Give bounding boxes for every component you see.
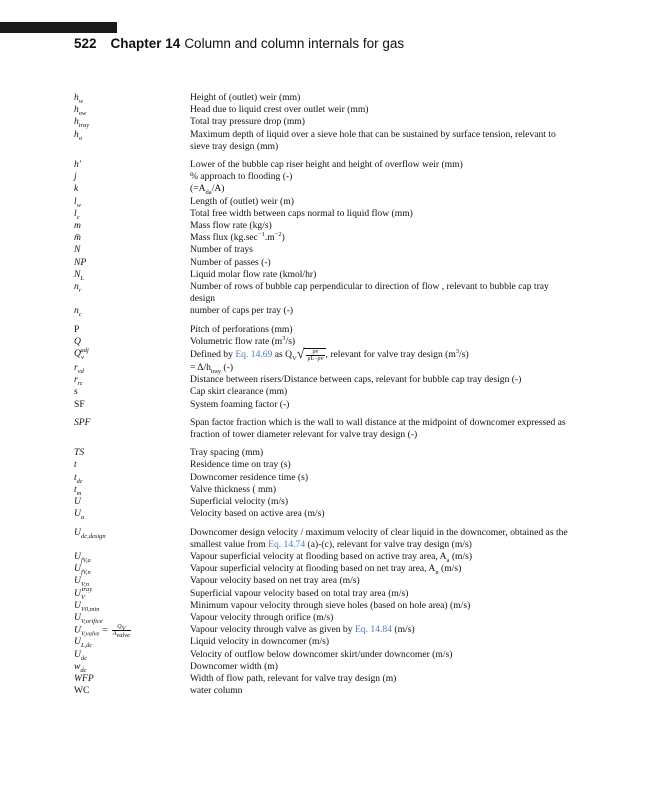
symbol-text: r xyxy=(74,362,78,374)
glossary-row xyxy=(74,399,574,411)
symbol-text: h xyxy=(74,116,79,128)
definition xyxy=(190,92,574,104)
definition-text: Vapour velocity through orifice (m/s) xyxy=(190,611,334,623)
symbol xyxy=(74,661,184,673)
glossary-row xyxy=(74,508,574,520)
glossary-row xyxy=(74,104,574,116)
glossary-row xyxy=(74,348,574,362)
definition-text: Number of trays xyxy=(190,244,253,256)
definition-text: Distance between risers/Distance between caps, relevant for bubble cap tray design (-) xyxy=(190,374,522,386)
symbol xyxy=(74,612,184,624)
definition xyxy=(190,208,574,220)
definition-text: Residence time on tray (s) xyxy=(190,459,291,471)
symbol xyxy=(74,257,184,269)
definition-text: water column xyxy=(190,685,243,697)
symbol xyxy=(74,159,184,171)
fraction-denominator: ρL−ρv xyxy=(307,356,324,363)
symbol-text: TS xyxy=(74,447,85,459)
definition xyxy=(190,129,574,153)
symbol-subscript: m xyxy=(76,489,82,497)
fraction-numerator-text: Q xyxy=(117,624,122,631)
definition-text-after: /s) xyxy=(285,335,296,347)
symbol-text: m̄ xyxy=(74,232,81,244)
symbol-text: WFP xyxy=(74,672,94,684)
definition xyxy=(190,171,574,183)
symbol-subscript: dc xyxy=(80,654,88,662)
definition xyxy=(190,636,574,648)
definition-text: Width of flow path, relevant for valve tray design (m) xyxy=(190,672,397,684)
definition xyxy=(190,244,574,256)
symbol-text: t xyxy=(74,483,77,495)
definition xyxy=(190,257,574,269)
definition-text-after: (-) xyxy=(221,362,234,374)
symbol xyxy=(74,685,184,697)
definition-text: Velocity based on active area (m/s) xyxy=(190,508,325,520)
definition-superscript: 3 xyxy=(282,334,286,342)
definition-text: Mass flux (kg.sec xyxy=(190,232,258,244)
symbol-superscript: adj xyxy=(80,346,89,354)
symbol xyxy=(74,386,184,398)
glossary-row xyxy=(74,600,574,612)
chapter-label: Chapter 14 xyxy=(110,36,181,51)
definition xyxy=(190,496,574,508)
definition xyxy=(190,269,574,281)
glossary-row xyxy=(74,196,574,208)
definition-subscript: tray xyxy=(210,367,222,375)
symbol-superscript: tray xyxy=(81,586,93,594)
symbol xyxy=(74,92,184,104)
symbol xyxy=(74,269,184,281)
symbol xyxy=(74,104,184,116)
symbol-subscript: rc xyxy=(77,380,83,388)
symbol-text: NP xyxy=(74,256,87,268)
definition xyxy=(190,563,574,575)
symbol-text: t xyxy=(74,459,77,471)
glossary-row xyxy=(74,624,574,640)
definition xyxy=(190,600,574,612)
symbol-subscript: σ xyxy=(78,134,83,142)
glossary-row xyxy=(74,417,574,441)
glossary-row xyxy=(74,232,574,244)
symbol xyxy=(74,374,184,386)
symbol xyxy=(74,171,184,183)
definition-text: Superficial vapour velocity based on total tray area (m/s) xyxy=(190,587,409,599)
symbol-subscript: c xyxy=(76,213,80,221)
symbol-text: n xyxy=(74,305,79,317)
glossary-row xyxy=(74,661,574,673)
symbol-subscript: fV,a xyxy=(80,556,91,564)
definition xyxy=(190,575,574,587)
definition-tail-superscript: 3 xyxy=(455,348,460,356)
symbol-text: h′ xyxy=(74,159,81,171)
definition-text-after: (m/s) xyxy=(394,624,415,636)
glossary-row xyxy=(74,220,574,232)
symbol xyxy=(74,116,184,128)
definition xyxy=(190,232,574,244)
symbol-subscript: L xyxy=(80,274,85,282)
definition-text: Liquid velocity in downcomer (m/s) xyxy=(190,636,330,648)
page-number: 522 xyxy=(74,36,97,51)
symbol xyxy=(74,362,184,374)
symbol-subscript: c xyxy=(78,311,82,319)
definition-after-subscript: V xyxy=(292,355,297,363)
symbol-subscript: V,n xyxy=(80,581,89,589)
radicand-fraction xyxy=(306,349,324,362)
symbol-subscript: V,valve xyxy=(80,630,100,638)
definition xyxy=(190,417,574,441)
equation-link[interactable]: Eq. 14.74 xyxy=(268,538,306,550)
symbol-text: U xyxy=(74,599,81,611)
definition-text: Defined by xyxy=(190,349,233,361)
symbol-subscript: ow xyxy=(78,110,87,118)
symbol xyxy=(74,348,184,360)
symbol-subscript: L,dc xyxy=(80,642,93,650)
symbol-text: U xyxy=(74,496,81,508)
definition-text-after: (a)-(c), relevant for valve tray design (m/s) xyxy=(307,538,472,550)
definition xyxy=(190,348,574,362)
definition-text: Number of rows of bubble cap perpendicular to direction of flow , relevant to bubble cap tray design xyxy=(190,281,549,305)
definition-text: Head due to liquid crest over outlet weir (mm) xyxy=(190,104,369,116)
definition-text: Height of (outlet) weir (mm) xyxy=(190,92,301,103)
definition-text: Span factor fraction which is the wall to wall distance at the midpoint of downcomer expressed as fraction of tower diameter relevant for valve tray design (-) xyxy=(190,416,566,441)
definition-text: Total tray pressure drop (mm) xyxy=(190,116,305,128)
symbol-text: P xyxy=(74,323,80,335)
fraction-denominator-text: A xyxy=(112,631,117,638)
symbol-text: n xyxy=(74,281,79,293)
glossary-row xyxy=(74,324,574,336)
symbol xyxy=(74,551,184,563)
symbol-text: k xyxy=(74,183,79,195)
definition-text: Valve thickness ( mm) xyxy=(190,483,277,495)
symbol-subscript: v xyxy=(80,353,84,361)
definition-text-after: (m/s) xyxy=(438,563,462,575)
symbol-text: SPF xyxy=(74,416,91,428)
symbol xyxy=(74,624,184,640)
symbol-text: U xyxy=(74,611,81,623)
glossary-row xyxy=(74,673,574,685)
glossary-list xyxy=(74,92,574,697)
definition-text: Lower of the bubble cap riser height and height of overflow weir (mm) xyxy=(190,159,463,171)
glossary-row xyxy=(74,208,574,220)
symbol xyxy=(74,447,184,459)
definition xyxy=(190,183,574,195)
glossary-row xyxy=(74,636,574,648)
glossary-row xyxy=(74,551,574,563)
symbol-text: U xyxy=(74,508,81,520)
symbol-subscript: w xyxy=(76,201,82,209)
symbol xyxy=(74,459,184,471)
symbol xyxy=(74,232,184,244)
chapter-title: Column and column internals for gas xyxy=(184,36,405,51)
definition xyxy=(190,685,574,697)
definition-text: System foaming factor (-) xyxy=(190,398,290,410)
glossary-row xyxy=(74,472,574,484)
symbol-text: Q xyxy=(74,348,81,360)
definition-text: Vapour velocity through valve as given by xyxy=(190,624,353,636)
definition xyxy=(190,362,574,374)
definition-text: Minimum vapour velocity through sieve holes (based on hole area) (m/s) xyxy=(190,599,471,611)
symbol xyxy=(74,636,184,648)
equation-link[interactable]: Eq. 14.84 xyxy=(354,624,392,636)
glossary-row xyxy=(74,447,574,459)
definition xyxy=(190,649,574,661)
definition xyxy=(190,399,574,411)
definition-text: Pitch of perforations (mm) xyxy=(190,323,293,335)
fraction-denominator-sub: valve xyxy=(116,632,131,640)
symbol-text: U xyxy=(74,575,81,587)
symbol-text: SF xyxy=(74,398,85,410)
symbol-text: h xyxy=(74,128,79,140)
definition xyxy=(190,447,574,459)
definition-text-after: (m/s) xyxy=(449,550,473,562)
symbol xyxy=(74,399,184,411)
definition-text: Liquid molar flow rate (kmol/hr) xyxy=(190,268,317,280)
definition xyxy=(190,661,574,673)
glossary-row xyxy=(74,171,574,183)
glossary-row xyxy=(74,159,574,171)
symbol-text: s xyxy=(74,386,78,398)
definition-subscript: a xyxy=(446,556,450,564)
symbol xyxy=(74,496,184,508)
glossary-row xyxy=(74,374,574,386)
fraction-numerator: ρv xyxy=(306,349,324,356)
symbol xyxy=(74,472,184,484)
glossary-row xyxy=(74,129,574,153)
glossary-row xyxy=(74,563,574,575)
definition-text: Downcomer design velocity / maximum velocity of clear liquid in the downcomer, obtained as the smallest value from xyxy=(190,526,568,550)
square-root xyxy=(297,348,326,362)
symbol xyxy=(74,305,184,317)
definition-text: Superficial velocity (m/s) xyxy=(190,496,289,508)
symbol xyxy=(74,196,184,208)
symbol-text: r xyxy=(74,374,78,386)
glossary-row xyxy=(74,459,574,471)
definition xyxy=(190,281,574,305)
definition-text: number of caps per tray (-) xyxy=(190,305,294,317)
definition-text: Vapour superficial velocity at flooding based on net tray area, A xyxy=(190,563,436,575)
definition xyxy=(190,527,574,551)
definition-text: Downcomer width (m) xyxy=(190,660,278,672)
symbol-subscript: vd xyxy=(77,367,84,375)
definition-tail: , relevant for valve tray design (m xyxy=(325,349,456,361)
definition-tail-end: /s) xyxy=(459,349,469,361)
definition-text: Velocity of outflow below downcomer skirt/under downcomer (m/s) xyxy=(190,648,453,660)
glossary-row xyxy=(74,305,574,317)
symbol xyxy=(74,324,184,336)
definition-text: Number of passes (-) xyxy=(190,256,271,268)
symbol-subscript: a xyxy=(80,514,85,522)
symbol-subscript: V0,min xyxy=(80,605,100,613)
glossary-row xyxy=(74,336,574,348)
glossary-row xyxy=(74,496,574,508)
definition-text-after: ) xyxy=(281,232,285,244)
glossary-row xyxy=(74,649,574,661)
glossary-row xyxy=(74,612,574,624)
definition xyxy=(190,551,574,563)
symbol-subscript: r xyxy=(78,286,82,294)
definition-superscript-2: −2 xyxy=(274,231,282,239)
definition-text: = Δ/h xyxy=(190,362,211,374)
symbol-text: w xyxy=(74,660,81,672)
symbol xyxy=(74,600,184,612)
symbol-text: h xyxy=(74,92,79,103)
definition xyxy=(190,624,574,636)
top-bar xyxy=(0,22,117,33)
symbol-text: U xyxy=(74,636,81,648)
definition-text: % approach to flooding (-) xyxy=(190,171,293,183)
definition xyxy=(190,374,574,386)
definition-text: Vapour superficial velocity at flooding based on active tray area, A xyxy=(190,550,447,562)
symbol xyxy=(74,281,184,293)
symbol xyxy=(74,484,184,496)
definition-subscript: da xyxy=(205,189,212,197)
definition-superscript: −1 xyxy=(257,231,265,239)
definition xyxy=(190,336,574,348)
symbol xyxy=(74,220,184,232)
glossary-row xyxy=(74,281,574,305)
symbol-text: N xyxy=(74,244,81,256)
glossary-row xyxy=(74,183,574,195)
symbol-text: h xyxy=(74,104,79,116)
definition xyxy=(190,612,574,624)
glossary-row xyxy=(74,588,574,600)
symbol-fraction xyxy=(112,624,131,640)
definition xyxy=(190,588,574,600)
symbol-text: U xyxy=(74,624,81,636)
symbol-text: t xyxy=(74,471,77,483)
fraction-numerator xyxy=(112,624,131,631)
glossary-row xyxy=(74,527,574,551)
glossary-row xyxy=(74,386,574,398)
symbol-subscript: tray xyxy=(78,122,90,130)
symbol xyxy=(74,527,184,539)
symbol xyxy=(74,563,184,575)
symbol xyxy=(74,649,184,661)
glossary-row xyxy=(74,116,574,128)
symbol-text: WC xyxy=(74,685,90,697)
definition-text: (=A xyxy=(190,183,206,195)
symbol-text: l xyxy=(74,195,77,207)
symbol-subscript: dc xyxy=(80,666,87,674)
definition xyxy=(190,472,574,484)
definition-text: Maximum depth of liquid over a sieve hole that can be sustained by surface tension, relevant to sieve tray design (mm) xyxy=(190,128,556,152)
glossary-row xyxy=(74,257,574,269)
symbol-text: m xyxy=(74,220,81,232)
definition xyxy=(190,459,574,471)
definition-text: Downcomer residence time (s) xyxy=(190,471,309,483)
definition-text: Tray spacing (mm) xyxy=(190,447,264,459)
symbol xyxy=(74,336,184,348)
definition-text: Mass flow rate (kg/s) xyxy=(190,220,272,232)
definition xyxy=(190,508,574,520)
symbol-subscript: w xyxy=(78,97,84,105)
definition xyxy=(190,196,574,208)
symbol-text: U xyxy=(74,587,81,599)
equals-sign: = xyxy=(99,624,111,636)
definition-text: Volumetric flow rate (m xyxy=(190,335,283,347)
symbol-text: U xyxy=(74,550,81,562)
symbol-text: U xyxy=(74,563,81,575)
definition-text: Length of (outlet) weir (m) xyxy=(190,195,294,207)
definition xyxy=(190,220,574,232)
definition-text: Cap skirt clearance (mm) xyxy=(190,386,288,398)
definition xyxy=(190,104,574,116)
glossary-row xyxy=(74,92,574,104)
definition xyxy=(190,673,574,685)
page-header xyxy=(74,36,404,51)
symbol-subscript: V xyxy=(80,593,85,601)
glossary-row xyxy=(74,575,574,587)
definition xyxy=(190,484,574,496)
symbol xyxy=(74,417,184,429)
radical-sign: √ xyxy=(296,346,305,362)
symbol xyxy=(74,244,184,256)
definition xyxy=(190,386,574,398)
definition-text-after: as Q xyxy=(274,349,293,361)
radicand xyxy=(304,348,325,362)
symbol-subscript: fV,n xyxy=(80,569,91,577)
symbol xyxy=(74,588,184,600)
glossary-row xyxy=(74,685,574,697)
symbol xyxy=(74,183,184,195)
symbol-subscript: dc xyxy=(76,477,83,485)
equation-link[interactable]: Eq. 14.69 xyxy=(235,349,273,361)
symbol-text: U xyxy=(74,526,81,538)
symbol xyxy=(74,208,184,220)
definition-subscript: n xyxy=(435,569,439,577)
definition-text-mid: .m xyxy=(264,232,275,244)
symbol-subscript: dc,design xyxy=(80,532,106,540)
glossary-row xyxy=(74,362,574,374)
symbol-subscript: V,orifice xyxy=(80,617,103,625)
glossary-row xyxy=(74,244,574,256)
symbol-text: N xyxy=(74,268,81,280)
glossary-row xyxy=(74,269,574,281)
symbol-text: U xyxy=(74,648,81,660)
definition xyxy=(190,324,574,336)
symbol xyxy=(74,508,184,520)
definition xyxy=(190,159,574,171)
symbol xyxy=(74,129,184,141)
symbol-text: j xyxy=(74,171,77,183)
symbol-text: l xyxy=(74,207,77,219)
fraction-numerator-sub: V xyxy=(121,625,126,633)
definition xyxy=(190,305,574,317)
definition-text-after: /A) xyxy=(211,183,225,195)
definition-text: Vapour velocity based on net tray area (m/s) xyxy=(190,575,360,587)
symbol-text: Q xyxy=(74,335,81,347)
definition-text: Total free width between caps normal to liquid flow (mm) xyxy=(190,207,413,219)
definition xyxy=(190,116,574,128)
symbol xyxy=(74,673,184,685)
glossary-row xyxy=(74,484,574,496)
